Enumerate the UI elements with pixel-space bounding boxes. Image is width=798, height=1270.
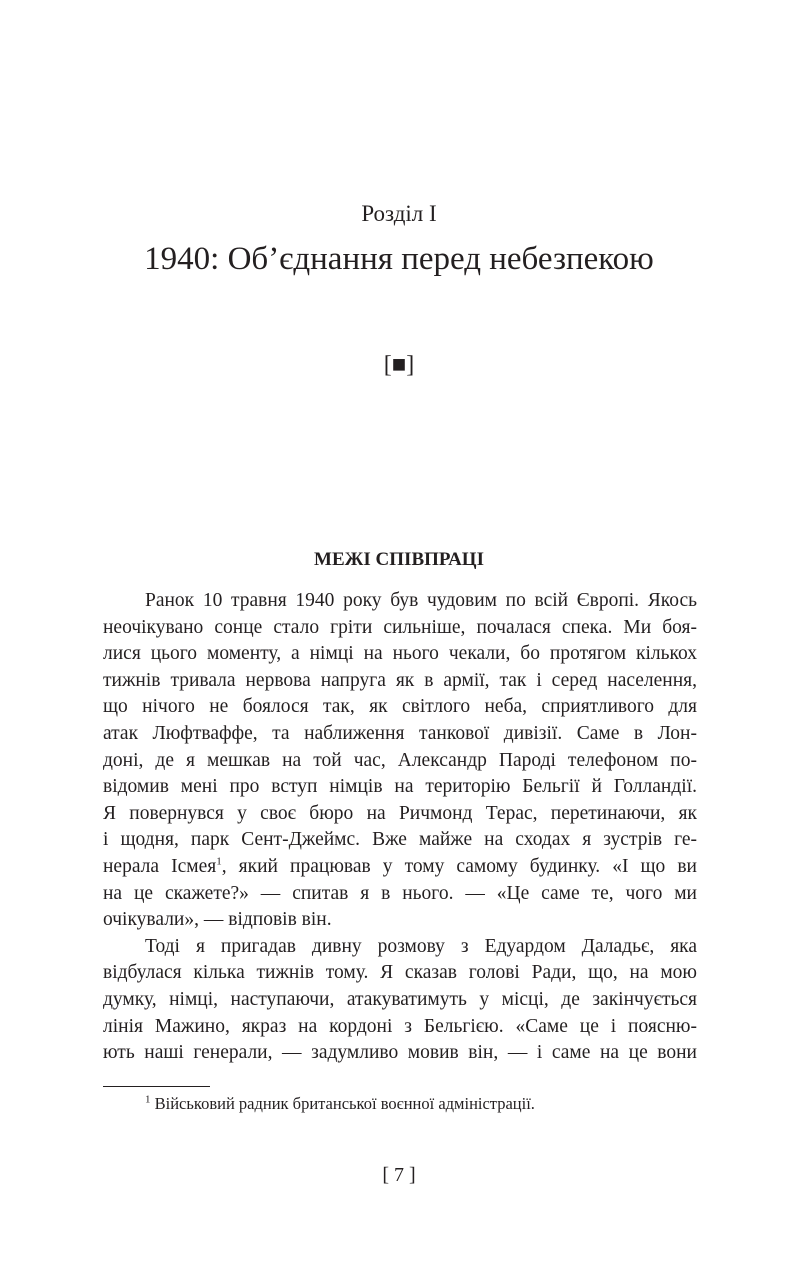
paragraph (103, 588, 697, 934)
text-line: думку, німці, наступаючи, атакуватимуть у місці, де закінчується (103, 988, 697, 1010)
text-fragment: нерала Ісмея (103, 855, 217, 877)
footnote-number: 1 (145, 1093, 151, 1106)
text-line: Ранок 10 травня 1940 року був чудовим по всій Європі. Якось (145, 590, 697, 611)
text-line: відомив мені про вступ німців на територію Бельгії й Голландії. (103, 776, 697, 798)
text-line: Тоді я пригадав дивну розмову з Едуардом Даладьє, яка (145, 935, 697, 957)
chapter-label: Розділ I (361, 201, 437, 226)
footnote-ref[interactable]: 1 (216, 855, 222, 868)
ornament-icon: [■] (383, 352, 415, 378)
body-text (103, 588, 697, 1067)
text-fragment: , який працював у тому самому будинку. «І що ви (221, 855, 697, 877)
text-line: доні, де я мешкав на той час, Александр Пароді телефоном по- (103, 749, 697, 771)
page-number: [ 7 ] (382, 1164, 416, 1186)
text-line (103, 854, 697, 881)
text-line: що нічого не боялося так, як світлого неба, сприятливого для (103, 696, 697, 718)
text-line: і щодня, парк Сент-Джеймс. Вже майже на сходах я зустрів ге- (103, 829, 697, 851)
section-heading: МЕЖІ СПІВПРАЦІ (314, 549, 484, 570)
text-line: ють наші генерали, — задумливо мовив він, — і саме на це вони (103, 1042, 697, 1064)
footnote (145, 1094, 535, 1114)
footnote-divider (103, 1086, 210, 1087)
text-line: Я повернувся у своє бюро на Ричмонд Терас, перетинаючи, як (103, 802, 697, 824)
text-line: атак Люфтваффе, та наближення танкової дивізії. Саме в Лон- (103, 722, 697, 744)
text-line: тижнів тривала нервова напруга як в армії, так і серед населення, (103, 669, 697, 691)
text-line: лінія Мажино, якраз на кордоні з Бельгією. «Саме це і поясню- (103, 1015, 697, 1037)
text-line: на це скажете?» — спитав я в нього. — «Це саме те, чого ми (103, 882, 697, 904)
footnote-text: Військовий радник британської воєнної адміністрації. (154, 1094, 535, 1113)
chapter-title: 1940: Об’єднання перед небезпекою (144, 241, 654, 277)
text-line: неочікувано сонце стало гріти сильніше, почалася спека. Ми боя- (103, 616, 697, 638)
text-line: відбулася кілька тижнів тому. Я сказав голові Ради, що, на мою (103, 962, 697, 984)
paragraph (103, 934, 697, 1067)
text-line: лися цього моменту, а німці на нього чекали, бо протягом кількох (103, 643, 697, 665)
text-line: очікували», — відповів він. (103, 909, 332, 931)
